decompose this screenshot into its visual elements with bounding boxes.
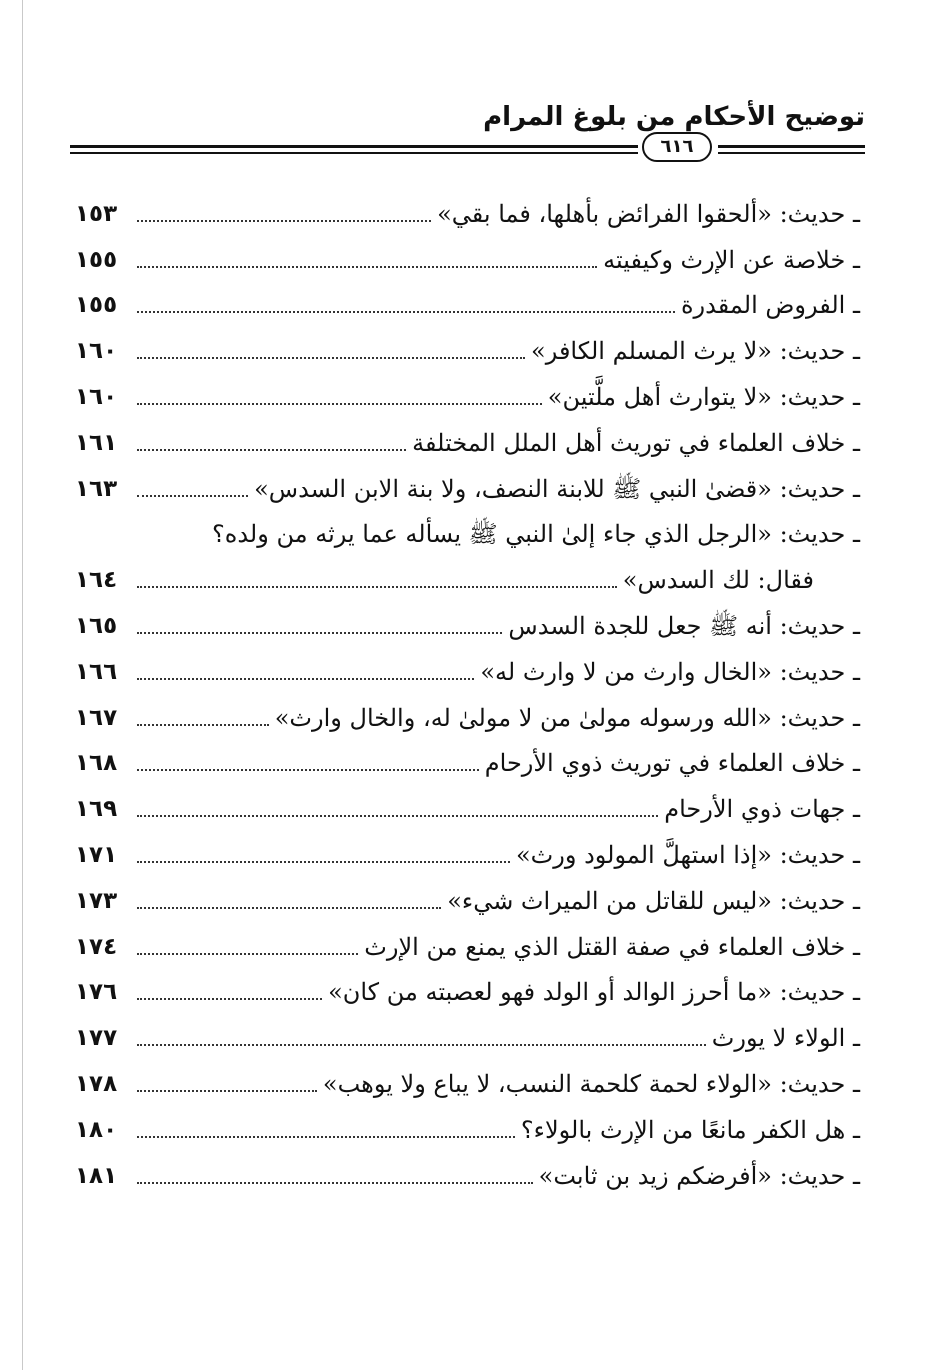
dot-leader [137, 724, 269, 726]
page-number: ٦١٦ [642, 132, 712, 162]
book-title: توضيح الأحكام من بلوغ المرام [483, 102, 865, 132]
dot-leader [137, 998, 322, 1000]
dot-leader [137, 403, 542, 405]
toc-entry-title: ـ حديث: «إذا استهلَّ المولود ورث» [515, 841, 860, 870]
dot-leader [137, 449, 406, 451]
toc-entry-title: ـ حديث: «ما أحرز الوالد أو الولد فهو لعصبته من كان» [328, 978, 860, 1007]
toc-entry-title: ـ خلاصة عن الإرث وكيفيته [603, 245, 860, 274]
dot-leader [137, 1136, 515, 1138]
toc-entry-page: ١٨١ [75, 1162, 118, 1189]
dot-leader [137, 953, 358, 955]
toc-entry [75, 237, 860, 283]
dot-leader [137, 495, 248, 497]
toc-entry [75, 603, 860, 649]
toc-entry [75, 695, 860, 741]
dot-leader [137, 907, 441, 909]
toc-entry [75, 420, 860, 466]
toc-entry-title: ـ حديث: «لا يرث المسلم الكافر» [531, 337, 860, 366]
dot-leader [137, 311, 675, 313]
toc-entry-title: ـ حديث: «ألحقوا الفرائض بأهلها، فما بقي» [437, 199, 860, 228]
dot-leader [137, 769, 479, 771]
toc-entry [75, 786, 860, 832]
toc-entry-page: ١٧٧ [75, 1025, 118, 1052]
dot-leader [137, 586, 617, 588]
toc-entry [75, 970, 860, 1016]
header-rule-right-thin [718, 152, 865, 154]
toc-entry-continuation [75, 557, 860, 603]
toc-entry [75, 1107, 860, 1153]
dot-leader [137, 815, 658, 817]
dot-leader [137, 632, 502, 634]
toc-entry-title: ـ حديث: «قضىٰ النبي ﷺ للابنة النصف، ولا بنة الابن السدس» [254, 474, 860, 503]
toc-entry [75, 512, 860, 558]
toc-entry-page: ١٦٤ [75, 567, 118, 594]
toc-entry [75, 466, 860, 512]
toc-entry-title: ـ حديث: «أفرضكم زيد بن ثابت» [538, 1161, 860, 1190]
toc-entry-title: ـ حديث: «ليس للقاتل من الميراث شيء» [447, 886, 860, 915]
toc-entry-page: ١٦٦ [75, 658, 118, 685]
toc-entry-title: ـ خلاف العلماء في توريث أهل الملل المختلفة [412, 428, 860, 457]
toc-entry-page: ١٦١ [75, 429, 118, 456]
toc-entry [75, 924, 860, 970]
table-of-contents [75, 191, 860, 1199]
dot-leader [137, 678, 474, 680]
toc-entry-title: ـ جهات ذوي الأرحام [664, 795, 860, 824]
toc-entry [75, 878, 860, 924]
toc-entry-page: ١٧٦ [75, 979, 118, 1006]
toc-entry [75, 741, 860, 787]
toc-entry-title: ـ حديث: «الولاء لحمة كلحمة النسب، لا يباع ولا يوهب» [322, 1070, 860, 1099]
toc-entry [75, 832, 860, 878]
toc-entry-title: ـ هل الكفر مانعًا من الإرث بالولاء؟ [520, 1115, 860, 1144]
toc-entry-page: ١٦٣ [75, 475, 118, 502]
toc-entry-page: ١٦٩ [75, 796, 118, 823]
toc-entry-page: ١٨٠ [75, 1116, 118, 1143]
toc-entry-page: ١٦٨ [75, 750, 118, 777]
dot-leader [137, 1044, 706, 1046]
toc-entry-page: ١٧٨ [75, 1071, 118, 1098]
toc-entry-title: ـ حديث: «الله ورسوله مولىٰ من لا مولىٰ له، والخال وارث» [274, 703, 860, 732]
header-rule-left-thin [70, 152, 638, 154]
toc-entry [75, 649, 860, 695]
header-rule-right [718, 145, 865, 148]
dot-leader [137, 1090, 317, 1092]
toc-entry [75, 1015, 860, 1061]
toc-entry-page: ١٦٠ [75, 384, 118, 411]
toc-entry [75, 328, 860, 374]
dot-leader [137, 220, 431, 222]
dot-leader [137, 266, 597, 268]
toc-entry-page: ١٥٣ [75, 200, 118, 227]
toc-entry [75, 191, 860, 237]
page-header [70, 100, 865, 180]
toc-entry-title: ـ حديث: «لا يتوارث أهل ملَّتين» [547, 383, 860, 412]
toc-entry-title: ـ حديث: أنه ﷺ جعل للجدة السدس [508, 612, 860, 641]
toc-entry [75, 283, 860, 329]
toc-entry-page: ١٦٧ [75, 704, 118, 731]
toc-entry-page: ١٧٣ [75, 887, 118, 914]
toc-entry [75, 1153, 860, 1199]
toc-entry-title: ـ حديث: «الرجل الذي جاء إلىٰ النبي ﷺ يسأله عما يرثه من ولده؟ [212, 520, 860, 549]
toc-entry-title: ـ خلاف العلماء في صفة القتل الذي يمنع من الإرث [364, 932, 860, 961]
toc-entry-page: ١٧٤ [75, 933, 118, 960]
toc-entry-title: ـ الفروض المقدرة [680, 291, 860, 320]
toc-entry-title: ـ حديث: «الخال وارث من لا وارث له» [480, 657, 860, 686]
toc-entry-title: ـ الولاء لا يورث [711, 1024, 860, 1053]
toc-entry-page: ١٥٥ [75, 292, 118, 319]
toc-entry [75, 1061, 860, 1107]
dot-leader [137, 861, 510, 863]
toc-entry-page: ١٦٠ [75, 338, 118, 365]
toc-entry [75, 374, 860, 420]
dot-leader [137, 1182, 533, 1184]
toc-entry-title: فقال: لك السدس» [622, 566, 814, 595]
toc-entry-page: ١٦٥ [75, 613, 118, 640]
dot-leader [137, 357, 525, 359]
toc-entry-page: ١٧١ [75, 842, 118, 869]
toc-entry-page: ١٥٥ [75, 246, 118, 273]
header-rule-left [70, 145, 638, 148]
toc-entry-title: ـ خلاف العلماء في توريث ذوي الأرحام [484, 749, 860, 778]
page-edge-line [22, 0, 23, 1370]
